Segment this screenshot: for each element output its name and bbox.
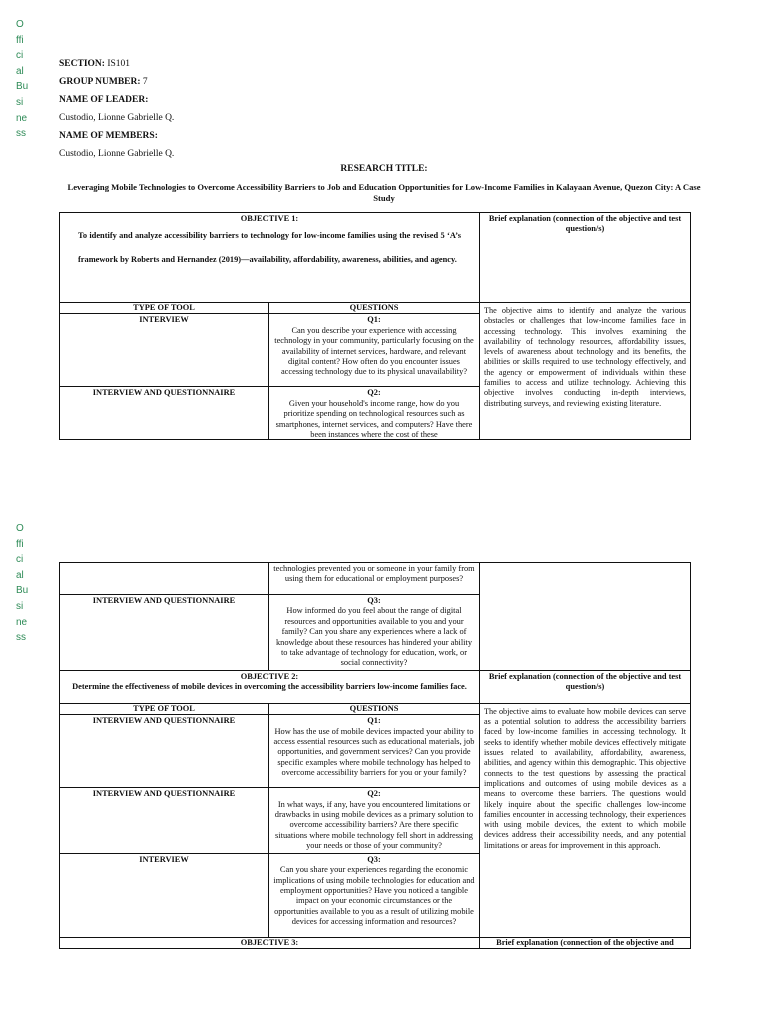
leader-value-line [59, 109, 709, 127]
question-label: Q2: [367, 388, 381, 398]
section-label: SECTION: [59, 59, 105, 69]
question-label: Q2: [367, 789, 381, 799]
question-text: How has the use of mobile devices impacted your ability to access essential resources such as educational materials, job opportunities, and government services? Can you provide specific examples where mobile technology has helped to overcome accessibility barriers for you or your family? [273, 726, 475, 778]
leader-label: NAME OF LEADER: [59, 95, 149, 105]
question-cell [269, 715, 480, 788]
question-text: Can you describe your experience with accessing technology in your community, particularly focusing on the availability of internet services, hardware, and relevant digital content? How often do you encounter issues accessing technology due to its physical unavailability? [274, 325, 474, 377]
question-cell [269, 853, 480, 937]
group-line [59, 73, 709, 91]
question-cell [269, 595, 480, 671]
objective-3-label: OBJECTIVE 3: [60, 937, 480, 948]
leader-label-line [59, 91, 709, 109]
objective-2-cell [60, 670, 480, 703]
brief-explanation-header-partial: Brief explanation (connection of the objective and [480, 937, 691, 948]
tool-cell-empty [60, 563, 269, 595]
group-value: 7 [140, 77, 148, 87]
tool-cell: INTERVIEW AND QUESTIONNAIRE [60, 715, 269, 788]
brief-explanation-header: Brief explanation (connection of the objective and test question/s) [480, 670, 691, 703]
members-label: NAME OF MEMBERS: [59, 131, 158, 141]
objective-1-cell [60, 213, 480, 303]
section-line [59, 55, 709, 73]
question-text: In what ways, if any, have you encountered limitations or drawbacks in using mobile devices as a primary solution to overcome accessibility barriers? Are there specific situations where mobile technology fell short in addressing your needs or those of your community? [274, 799, 474, 851]
question-label: Q1: [367, 315, 381, 325]
side-label-official-business: O ffi ci al Bu si ne ss [16, 523, 29, 644]
research-title: Leveraging Mobile Technologies to Overcome Accessibility Barriers to Job and Education Opportunities for Low-Income Families in Kalayaan Avenue, Quezon City: A Case Study [67, 182, 701, 203]
brief-explanation-header: Brief explanation (connection of the objective and test question/s) [480, 213, 691, 303]
question-cell [269, 788, 480, 853]
section-value: IS101 [104, 59, 131, 69]
objective-1-table [59, 212, 691, 440]
tool-cell: INTERVIEW AND QUESTIONNAIRE [60, 788, 269, 853]
tool-cell: INTERVIEW AND QUESTIONNAIRE [60, 595, 269, 671]
question-cell [269, 387, 480, 440]
question-label: Q3: [367, 596, 381, 605]
document-header [59, 55, 709, 163]
type-of-tool-header: TYPE OF TOOL [60, 703, 269, 714]
research-title-label: RESEARCH TITLE: [340, 164, 428, 174]
question-text: How informed do you feel about the range of digital resources and opportunities available to you and your family? Can you share any experiences where a lack of knowledge about these resources has hindered your ability to take advantage of technology for education, work, or social connectivity? [275, 606, 473, 668]
objective-2-explanation: The objective aims to evaluate how mobile devices can serve as a potential solution to address the accessibility barriers faced by low-income families in accessing technology. It seeks to identify whether mobile devices effectively mitigate issues related to availability, affordability, awareness, abilities, and agency within this demographic. This objective connects to the test questions by assessing the practical implications and outcomes of using mobile devices as a means to overcome these barriers. The questions would likely inquire about the specific challenges low-income families encounter in accessing technology, their experiences with using mobile devices, the extent to which mobile devices address their accessibility needs, and any potential limitations or areas for improvement in this approach. [480, 703, 691, 937]
side-label-official-business: O ffi ci al Bu si ne ss [16, 19, 29, 140]
objective-1-text: To identify and analyze accessibility barriers to technology for low-income families using the revised 5 ‘A’s framework by Roberts and Hernandez (2019)—availability, affordability, awareness, abilities, and agency. [78, 231, 461, 265]
objective-2-label: OBJECTIVE 2: [240, 671, 299, 681]
type-of-tool-header: TYPE OF TOOL [60, 303, 269, 314]
members-value-line [59, 145, 709, 163]
objective-2-table [59, 562, 691, 949]
leader-value: Custodio, Lionne Gabrielle Q. [59, 113, 175, 123]
tool-cell: INTERVIEW [60, 853, 269, 937]
question-label: Q3: [367, 854, 381, 864]
question-text: Can you share your experiences regarding the economic implications of using mobile technologies for education and employment opportunities? Have you noticed a tangible impact on your economic circumstances or the opportunities available to you as a result of utilizing mobile devices for accessing information and resources? [273, 865, 475, 927]
question-text: Given your household's income range, how do you prioritize spending on technological resources such as smartphones, internet services, and computers? Have there been instances where the cost of these [275, 398, 473, 439]
question-continuation: technologies prevented you or someone in your family from using them for educational or employment purposes? [269, 563, 480, 595]
objective-1-label: OBJECTIVE 1: [240, 214, 299, 223]
question-cell [269, 314, 480, 387]
members-value: Custodio, Lionne Gabrielle Q. [59, 149, 175, 159]
group-label: GROUP NUMBER: [59, 77, 141, 87]
questions-header: QUESTIONS [269, 703, 480, 714]
objective-2-text: Determine the effectiveness of mobile devices in overcoming the accessibility barriers low-income families face. [72, 682, 467, 692]
question-label: Q1: [367, 716, 381, 726]
questions-header: QUESTIONS [269, 303, 480, 314]
tool-cell: INTERVIEW AND QUESTIONNAIRE [60, 387, 269, 440]
members-label-line [59, 127, 709, 145]
tool-cell: INTERVIEW [60, 314, 269, 387]
explanation-cell-empty [480, 563, 691, 671]
objective-1-explanation: The objective aims to identify and analyze the various obstacles or challenges that low-income families face in accessing technology. This involves examining the availability of technology resources, affordability issues, levels of awareness about technology and its benefits, the abilities or skills required to use technology effectively, and the agency or empowerment of individuals within these families to access and utilize technology. Achieving this objective involves conducting in-depth interviews, distributing surveys, and reviewing existing literature. [480, 303, 691, 440]
